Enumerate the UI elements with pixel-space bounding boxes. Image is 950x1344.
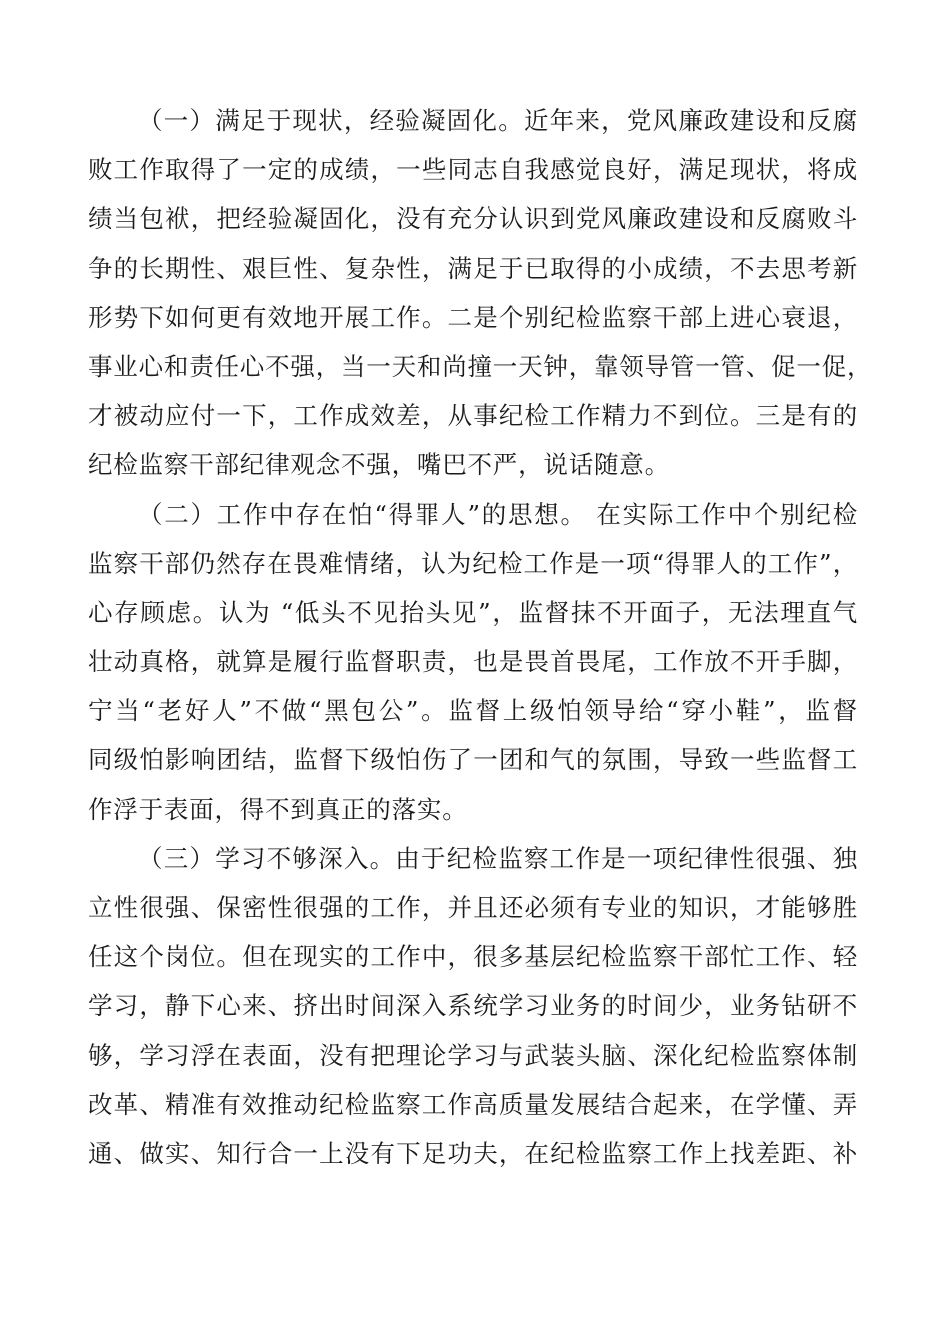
paragraph-line: 纪检监察干部纪律观念不强，嘴巴不严，说话随意。	[88, 450, 670, 480]
paragraph-line: 才被动应付一下，工作成效差，从事纪检工作精力不到位。三是有的	[88, 401, 858, 431]
paragraph-line: 事业心和责任心不强，当一天和尚撞一天钟，靠领导管一管、促一促，	[88, 351, 873, 381]
paragraph-line: 立性很强、保密性很强的工作，并且还必须有专业的知识，才能够胜	[88, 893, 858, 922]
paragraph-line: 败工作取得了一定的成绩，一些同志自我感觉良好，满足现状，将成	[88, 155, 858, 185]
paragraph-line: 壮动真格，就算是履行监督职责，也是畏首畏尾，工作放不开手脚，	[88, 647, 858, 677]
paragraph-line: 任这个岗位。但在现实的工作中，很多基层纪检监察干部忙工作、轻	[88, 942, 858, 972]
paragraph-line: 心存顾虑。认为 “低头不见抬头见”，监督抹不开面子，无法理直气	[88, 597, 858, 627]
paragraph-2	[88, 490, 858, 834]
paragraph-line: 绩当包袱，把经验凝固化，没有充分认识到党风廉政建设和反腐败斗	[88, 204, 858, 234]
paragraph-line: 通、做实、知行合一上没有下足功夫，在纪检监察工作上找差距、补	[88, 1138, 858, 1168]
paragraph-line: 同级怕影响团结，监督下级怕伤了一团和气的氛围，导致一些监督工	[88, 745, 858, 775]
paragraph-line: 够，学习浮在表面，没有把理论学习与武装头脑、深化纪检监察体制	[88, 1040, 858, 1070]
paragraph-line: 争的长期性、艰巨性、复杂性，满足于已取得的小成绩，不去思考新	[88, 253, 858, 283]
paragraph-line: 监察干部仍然存在畏难情绪，认为纪检工作是一项“得罪人的工作”，	[88, 548, 858, 578]
paragraph-line: （一）满足于现状，经验凝固化。近年来，党风廉政建设和反腐	[138, 106, 858, 135]
paragraph-line: 学习，静下心来、挤出时间深入系统学习业务的时间少，业务钻研不	[88, 991, 858, 1021]
paragraph-line: 作浮于表面，得不到真正的落实。	[88, 794, 468, 824]
paragraph-line: 形势下如何更有效地开展工作。二是个别纪检监察干部上进心衰退，	[88, 302, 858, 332]
paragraph-line: 改革、精准有效推动纪检监察工作高质量发展结合起来，在学懂、弄	[88, 1089, 858, 1119]
paragraph-line: 宁当“老好人”不做“黑包公”。监督上级怕领导给“穿小鞋”，监督	[88, 696, 858, 726]
paragraph-line: （三）学习不够深入。由于纪检监察工作是一项纪律性很强、独	[138, 843, 858, 873]
paragraph-line: （二）工作中存在怕“得罪人”的思想。 在实际工作中个别纪检	[138, 499, 858, 529]
paragraph-3	[88, 834, 858, 1178]
document-body	[88, 96, 873, 1178]
paragraph-1	[88, 96, 873, 490]
